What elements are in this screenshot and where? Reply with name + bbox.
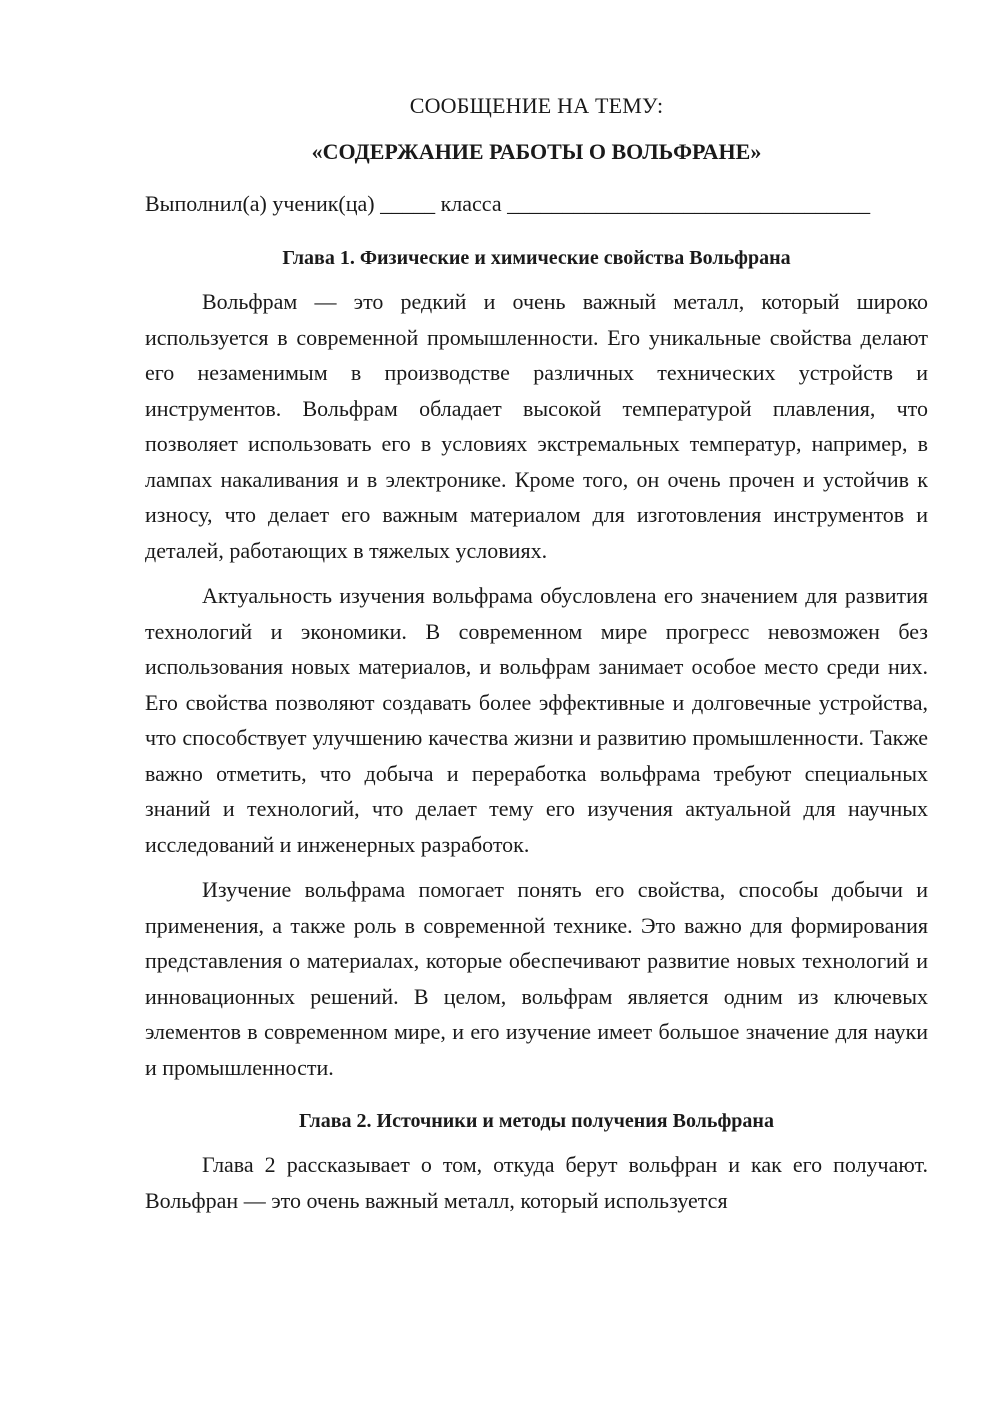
document-page xyxy=(145,90,928,1228)
document-title: СООБЩЕНИЕ НА ТЕМУ: xyxy=(409,93,664,118)
document-subtitle: «СОДЕРЖАНИЕ РАБОТЫ О ВОЛЬФРАНЕ» xyxy=(311,139,762,164)
chapter-2-heading: Глава 2. Источники и методы получения Вольфрана xyxy=(299,1110,774,1132)
chapter-1-paragraph: Вольфрам — это редкий и очень важный металл, который широко используется в современной промышленности. Его уникальные свойства делают его незаменимым в производстве различных технических устройств и инструментов. Вольфрам обладает высокой температурой плавления, что позволяет использовать его в условиях экстремальных температур, например, в лампах накаливания и в электронике. Кроме того, он очень прочен и устойчив к износу, что делает его важным материалом для изготовления инструментов и деталей, работающих в тяжелых условиях. xyxy=(145,289,928,563)
chapter-2-paragraph: Глава 2 рассказывает о том, откуда берут вольфран и как его получают. Вольфран — это очень важный металл, который используется xyxy=(145,1152,928,1213)
chapter-1-heading: Глава 1. Физические и химические свойства Вольфрана xyxy=(282,247,791,269)
chapter-1-paragraph: Актуальность изучения вольфрама обусловлена его значением для развития технологий и экономики. В современном мире прогресс невозможен без использования новых материалов, и вольфрам занимает особое место среди них. Его свойства позволяют создавать более эффективные и долговечные устройства, что способствует улучшению качества жизни и развитию промышленности. Также важно отметить, что добыча и переработка вольфрама требуют специальных знаний и технологий, что делает тему его изучения актуальной для научных исследований и инженерных разработок. xyxy=(145,583,928,857)
author-line: Выполнил(а) ученик(ца) _____ класса _________________________________ xyxy=(145,191,871,216)
chapter-1-paragraph: Изучение вольфрама помогает понять его свойства, способы добычи и применения, а также роль в современной технике. Это важно для формирования представления о материалах, которые обеспечивают развитие новых технологий и инновационных решений. В целом, вольфрам является одним из ключевых элементов в современном мире, и его изучение имеет большое значение для науки и промышленности. xyxy=(145,877,928,1080)
